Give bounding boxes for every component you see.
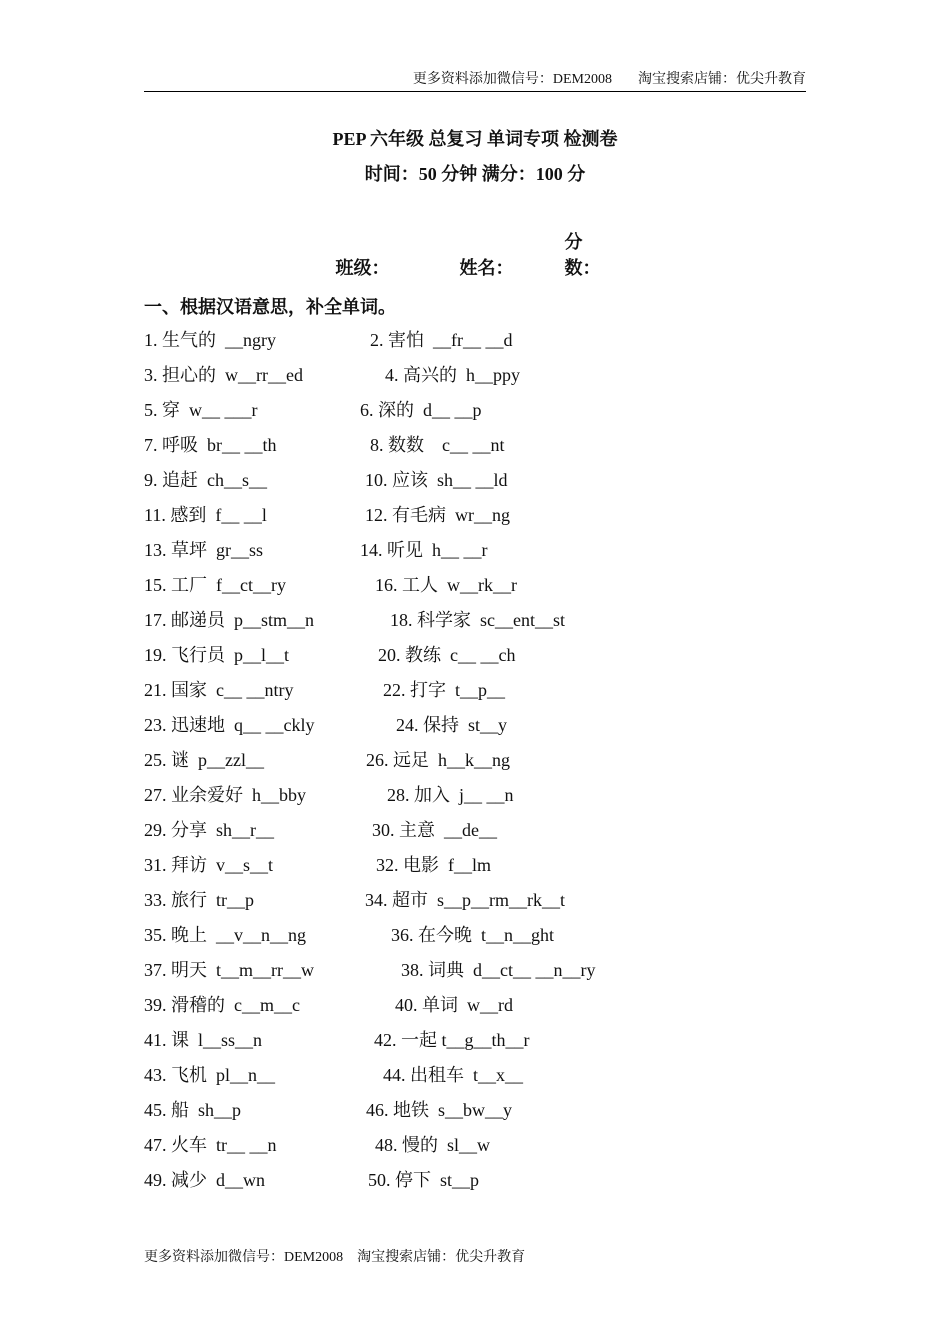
question-row: [144, 956, 844, 980]
question-item: 17. 邮递员 p__stm__n: [144, 610, 315, 630]
question-item: 26. 远足 h__k__ng: [366, 750, 510, 770]
question-item: 30. 主意 __de__: [372, 820, 497, 840]
question-item: 36. 在今晚 t__n__ght: [391, 925, 555, 945]
question-item: 20. 教练 c__ __ch: [378, 645, 516, 665]
question-item: 34. 超市 s__p__rm__rk__t: [365, 890, 565, 910]
question-row: [144, 921, 844, 945]
question-row: [144, 641, 844, 665]
question-row: [144, 991, 844, 1015]
question-item: 42. 一起 t__g__th__r: [374, 1030, 530, 1050]
question-item: 12. 有毛病 wr__ng: [365, 505, 510, 525]
question-row: [144, 361, 844, 385]
footer-wechat-text: 更多资料添加微信号：DEM2008: [144, 1250, 344, 1265]
question-item: 5. 穿 w__ ___r: [144, 400, 258, 420]
question-row: [144, 1096, 844, 1120]
exam-time-score: 时间：50 分钟 满分：100 分: [364, 164, 586, 184]
question-item: 45. 船 sh__p: [144, 1100, 242, 1120]
question-row: [144, 501, 844, 525]
question-item: 9. 追赶 ch__s__: [144, 470, 267, 490]
student-info: [0, 228, 950, 280]
footer-shop-text: 淘宝搜索店铺：优尖升教育: [357, 1250, 526, 1265]
question-row: [144, 816, 844, 840]
question-item: 8. 数数 c__ __nt: [370, 435, 505, 455]
header-shop-text: 淘宝搜索店铺：优尖升教育: [638, 72, 806, 87]
question-item: 1. 生气的 __ngry: [144, 330, 276, 350]
question-item: 10. 应该 sh__ __ld: [365, 470, 508, 490]
header-wechat-text: 更多资料添加微信号：DEM2008: [412, 72, 612, 87]
question-row: [144, 711, 844, 735]
question-row: [144, 466, 844, 490]
question-row: [144, 886, 844, 910]
question-row: [144, 746, 844, 770]
question-item: 4. 高兴的 h__ppy: [385, 365, 520, 385]
question-item: 21. 国家 c__ __ntry: [144, 680, 294, 700]
question-item: 18. 科学家 sc__ent__st: [390, 610, 565, 630]
question-item: 11. 感到 f__ __l: [144, 505, 267, 525]
question-item: 25. 谜 p__zzl__: [144, 750, 264, 770]
page-footer: [144, 1246, 525, 1266]
name-label: 姓名：: [459, 258, 514, 278]
question-item: 15. 工厂 f__ct__ry: [144, 575, 286, 595]
question-item: 19. 飞行员 p__l__t: [144, 645, 290, 665]
question-row: [144, 571, 844, 595]
question-item: 3. 担心的 w__rr__ed: [144, 365, 303, 385]
question-item: 38. 词典 d__ct__ __n__ry: [401, 960, 596, 980]
question-item: 33. 旅行 tr__p: [144, 890, 254, 910]
question-row: [144, 851, 844, 875]
page-header: [144, 68, 806, 92]
question-item: 7. 呼吸 br__ __th: [144, 435, 277, 455]
question-item: 29. 分享 sh__r__: [144, 820, 274, 840]
question-item: 46. 地铁 s__bw__y: [366, 1100, 513, 1120]
question-item: 14. 听见 h__ __r: [360, 540, 488, 560]
question-row: [144, 326, 844, 350]
page-title: PEP 六年级 总复习 单词专项 检测卷: [332, 129, 618, 149]
question-item: 44. 出租车 t__x__: [383, 1065, 524, 1085]
question-item: 2. 害怕 __fr__ __d: [370, 330, 513, 350]
question-row: [144, 396, 844, 420]
score-label: 分数：: [564, 232, 601, 278]
question-item: 31. 拜访 v__s__t: [144, 855, 274, 875]
question-item: 16. 工人 w__rk__r: [375, 575, 517, 595]
question-item: 50. 停下 st__p: [368, 1170, 480, 1190]
question-item: 39. 滑稽的 c__m__c: [144, 995, 300, 1015]
question-row: [144, 1166, 844, 1190]
question-row: [144, 781, 844, 805]
question-item: 32. 电影 f__lm: [376, 855, 491, 875]
question-item: 28. 加入 j__ __n: [387, 785, 514, 805]
question-item: 24. 保持 st__y: [396, 715, 508, 735]
question-item: 13. 草坪 gr__ss: [144, 540, 264, 560]
question-item: 22. 打字 t__p__: [383, 680, 506, 700]
question-item: 49. 减少 d__wn: [144, 1170, 265, 1190]
question-item: 35. 晚上 __v__n__ng: [144, 925, 306, 945]
question-row: [144, 536, 844, 560]
question-row: [144, 1026, 844, 1050]
question-item: 40. 单词 w__rd: [395, 995, 513, 1015]
question-item: 27. 业余爱好 h__bby: [144, 785, 306, 805]
question-item: 6. 深的 d__ __p: [360, 400, 482, 420]
question-item: 47. 火车 tr__ __n: [144, 1135, 277, 1155]
question-row: [144, 1061, 844, 1085]
question-item: 37. 明天 t__m__rr__w: [144, 960, 314, 980]
question-item: 23. 迅速地 q__ __ckly: [144, 715, 315, 735]
class-label: 班级：: [335, 258, 390, 278]
question-row: [144, 1131, 844, 1155]
section-title: 一、根据汉语意思，补全单词。: [144, 297, 396, 317]
question-row: [144, 431, 844, 455]
question-item: 43. 飞机 pl__n__: [144, 1065, 276, 1085]
question-item: 41. 课 l__ss__n: [144, 1030, 263, 1050]
question-item: 48. 慢的 sl__w: [375, 1135, 491, 1155]
question-row: [144, 676, 844, 700]
question-row: [144, 606, 844, 630]
